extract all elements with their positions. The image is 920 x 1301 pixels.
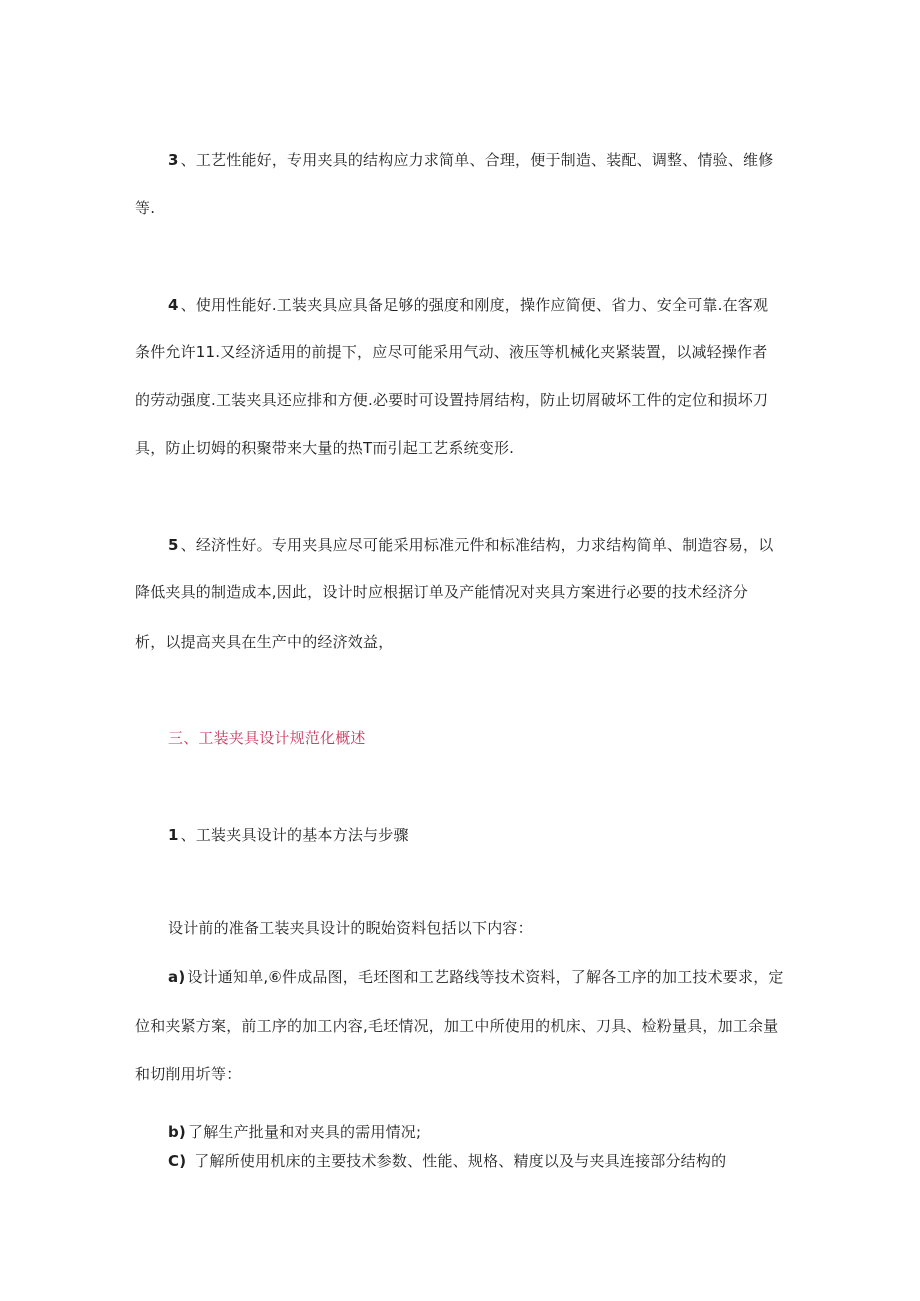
item-a-label: a) xyxy=(168,968,186,986)
section-heading: 三、工装夹具设计规范化概述 xyxy=(168,729,366,747)
prep-intro: 设计前的准备工装夹具设计的睨始资料包括以下内容： xyxy=(168,919,533,937)
item-b-label: b) xyxy=(168,1123,186,1141)
item-c-label: C) xyxy=(168,1152,187,1170)
item-a-line-1 xyxy=(168,967,784,987)
subheading-1 xyxy=(168,825,409,845)
p4-line-4: 具，防止切姆的积聚带来大量的热T而引起工艺系统变形. xyxy=(135,439,515,457)
p4-line-1 xyxy=(168,295,768,315)
p3-number: 3 xyxy=(168,151,179,169)
p5-text-1: 、经济性好。专用夹具应尽可能采用标准元件和标准结构，力求结构简单、制造容易，以 xyxy=(180,536,774,554)
subheading-1-text: 、工装夹具设计的基本方法与步骤 xyxy=(180,826,409,844)
item-a-line-3: 和切削用圻等： xyxy=(135,1065,242,1083)
subheading-1-number: 1 xyxy=(168,826,179,844)
item-c-text: 了解所使用机床的主要技术参数、性能、规格、精度以及与夹具连接部分结构的 xyxy=(194,1152,727,1170)
p5-line-3: 析，以提高夹具在生产中的经济效益， xyxy=(135,633,394,651)
p3-line-1 xyxy=(168,150,773,170)
p3-text-1: 、工艺性能好，专用夹具的结构应力求简单、合理，便于制造、装配、调整、情验、维修 xyxy=(180,151,774,169)
item-b xyxy=(168,1122,421,1142)
item-a-line-2: 位和夹紧方案，前工序的加工内容,毛坯情况，加工中所使用的机床、刀具、检粉量具，加工余量 xyxy=(135,1017,779,1035)
p4-text-1: 、使用性能好.工装夹具应具备足够的强度和刚度，操作应简便、省力、安全可靠.在客观 xyxy=(180,296,769,314)
p4-line-3: 的劳动强度.工装夹具还应排和方便.必要时可设置持屑结构，防止切屑破坏工件的定位和损坏刀 xyxy=(135,391,769,409)
p5-line-1 xyxy=(168,535,773,555)
item-c xyxy=(168,1151,726,1171)
p5-line-2: 降低夹具的制造成本,因此，设计时应根据订单及产能情况对夹具方案进行必要的技术经济分 xyxy=(135,583,748,601)
item-b-text: 了解生产批量和对夹具的需用情况; xyxy=(188,1123,422,1141)
p5-number: 5 xyxy=(168,536,179,554)
p4-line-2: 条件允许11.又经济适用的前提下，应尽可能采用气动、液压等机械化夹紧装置，以减轻操作者 xyxy=(135,343,768,361)
p4-number: 4 xyxy=(168,296,179,314)
p3-line-2: 等. xyxy=(135,199,156,217)
item-a-text-1: 设计通知单,⑥件成品图，毛坯图和工艺路线等技术资料，了解各工序的加工技术要求，定 xyxy=(187,968,784,986)
